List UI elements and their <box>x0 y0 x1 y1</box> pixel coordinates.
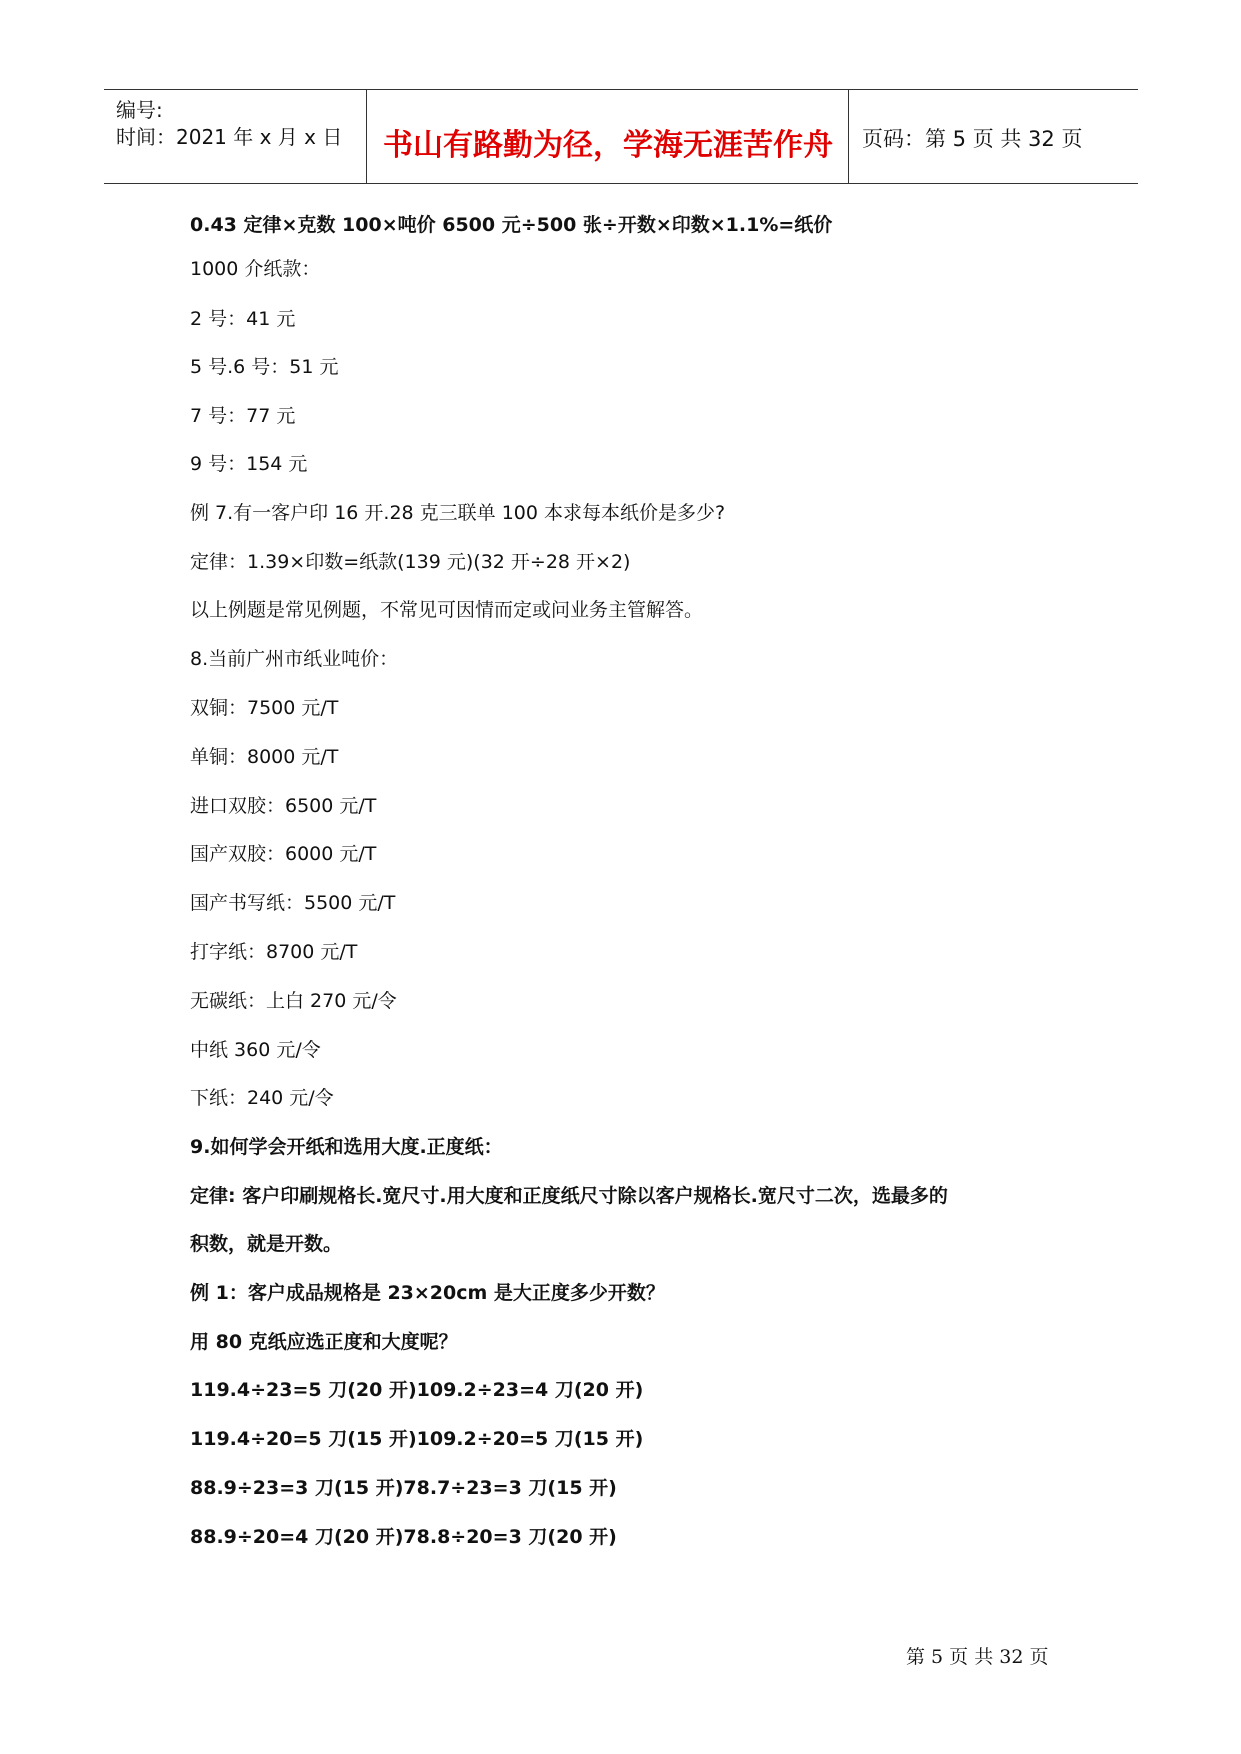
body-line: 积数，就是开数。 <box>190 1233 343 1255</box>
serial-label: 编号: <box>116 98 163 122</box>
body-line: 88.9÷23=3 刀(15 开)78.7÷23=3 刀(15 开) <box>190 1477 617 1499</box>
body-line: 打字纸：8700 元/T <box>190 941 358 963</box>
body-line: 下纸：240 元/令 <box>190 1087 334 1109</box>
body-line: 9.如何学会开纸和选用大度.正度纸： <box>190 1136 503 1158</box>
body-line: 8.当前广州市纸业吨价： <box>190 648 399 670</box>
body-line: 以上例题是常见例题，不常见可因情而定或问业务主管解答。 <box>190 599 704 621</box>
body-line: 进口双胶：6500 元/T <box>190 795 377 817</box>
body-line: 例 7.有一客户印 16 开.28 克三联单 100 本求每本纸价是多少? <box>190 502 726 524</box>
body-line: 无碳纸：上白 270 元/令 <box>190 990 397 1012</box>
body-line: 国产书写纸：5500 元/T <box>190 892 396 914</box>
body-line: 例 1：客户成品规格是 23×20cm 是大正度多少开数？ <box>190 1282 665 1304</box>
header-page-cell <box>850 90 1138 183</box>
body-line: 国产双胶：6000 元/T <box>190 843 377 865</box>
header-motto-cell <box>368 90 849 183</box>
motto-text: 书山有路勤为径，学海无涯苦作舟 <box>383 128 833 163</box>
body-line: 中纸 360 元/令 <box>190 1039 321 1061</box>
body-line: 用 80 克纸应选正度和大度呢？ <box>190 1331 458 1353</box>
date-label: 时间：2021 年 x 月 x 日 <box>116 125 343 149</box>
body-line: 2 号：41 元 <box>190 308 296 330</box>
body-line: 定律: 客户印刷规格长.宽尺寸.用大度和正度纸尺寸除以客户规格长.宽尺寸二次，选最多的 <box>190 1185 948 1207</box>
body-line: 定律：1.39×印数=纸款(139 元)(32 开÷28 开×2) <box>190 551 631 573</box>
body-line: 单铜：8000 元/T <box>190 746 339 768</box>
body-line: 0.43 定律×克数 100×吨价 6500 元÷500 张÷开数×印数×1.1%=纸价 <box>190 214 833 236</box>
header-page-number: 页码：第 5 页 共 32 页 <box>862 127 1083 151</box>
footer-page-number: 第 5 页 共 32 页 <box>906 1646 1049 1668</box>
body-line: 9 号：154 元 <box>190 453 308 475</box>
body-line: 7 号：77 元 <box>190 405 296 427</box>
body-line: 119.4÷20=5 刀(15 开)109.2÷20=5 刀(15 开) <box>190 1428 644 1450</box>
body-line: 88.9÷20=4 刀(20 开)78.8÷20=3 刀(20 开) <box>190 1526 617 1548</box>
page-header <box>104 89 1138 184</box>
header-meta-cell <box>104 90 367 183</box>
body-line: 1000 介纸款： <box>190 258 321 280</box>
body-line: 119.4÷23=5 刀(20 开)109.2÷23=4 刀(20 开) <box>190 1379 644 1401</box>
body-line: 双铜：7500 元/T <box>190 697 339 719</box>
body-line: 5 号.6 号：51 元 <box>190 356 339 378</box>
